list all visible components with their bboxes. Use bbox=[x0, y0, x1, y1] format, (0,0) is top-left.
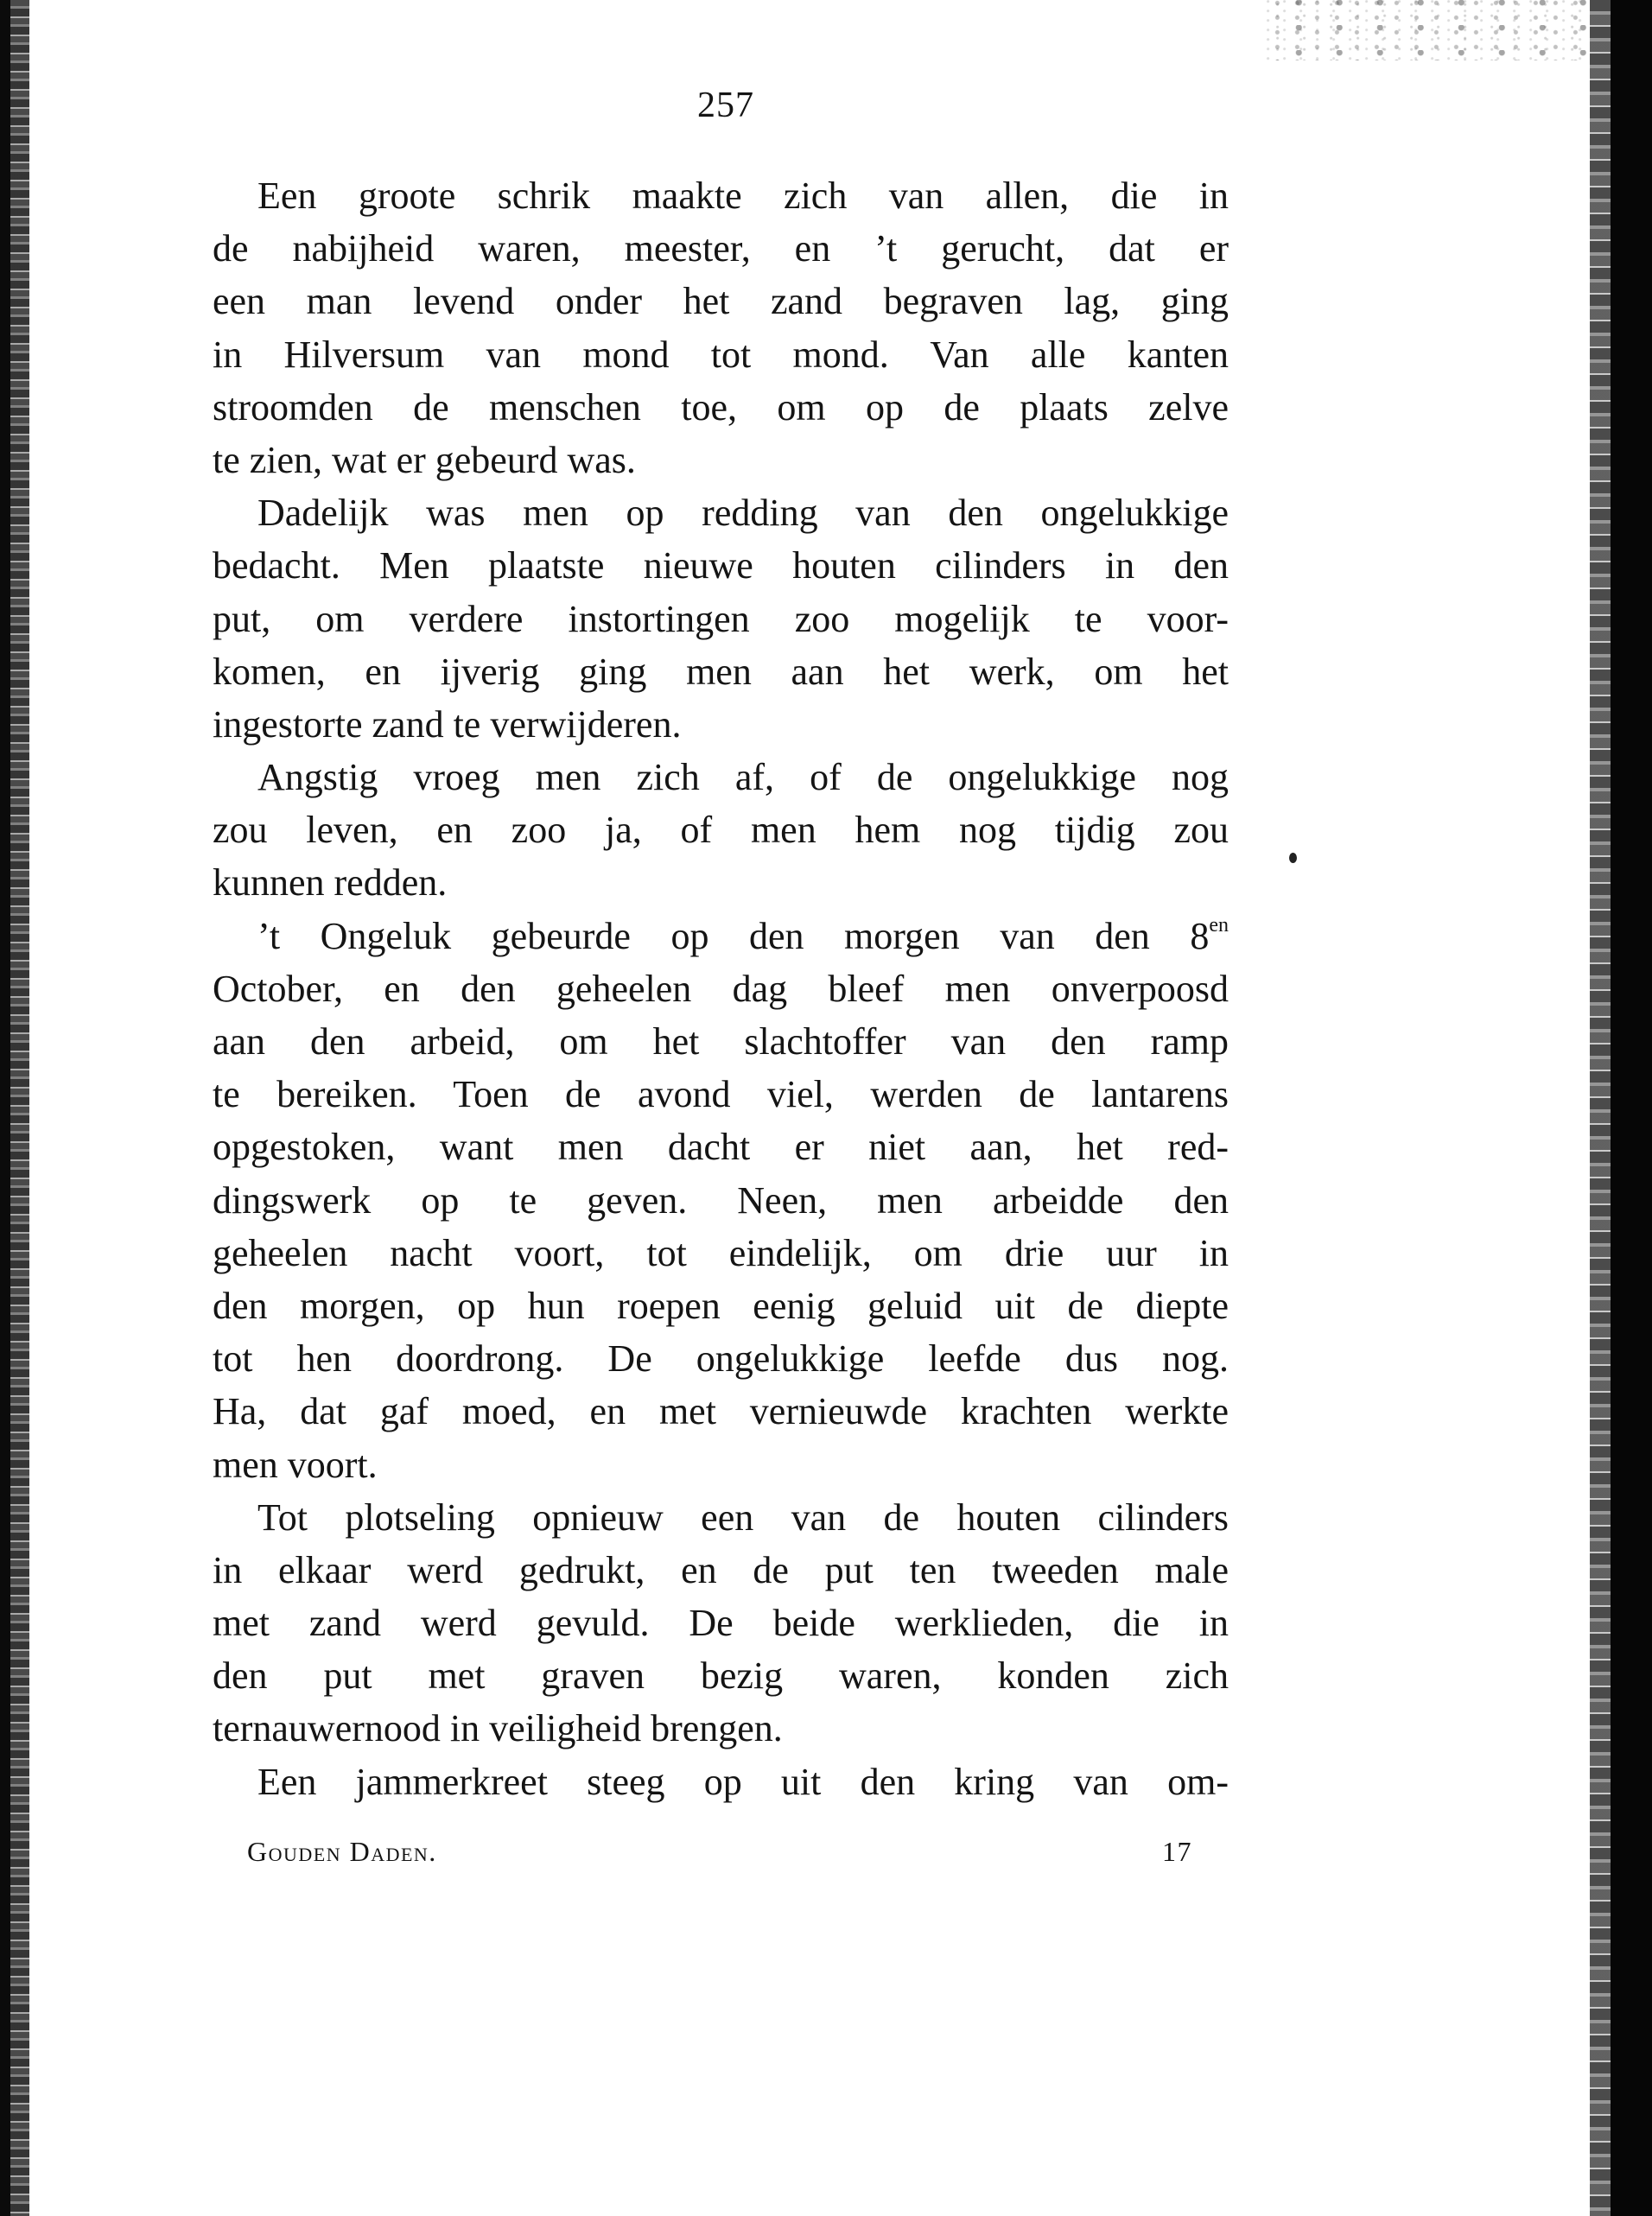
text-line-content: zou leven, en zoo ja, of men hem nog tijdig zou bbox=[213, 809, 1229, 852]
text-line bbox=[213, 1227, 1229, 1279]
text-line bbox=[213, 1385, 1229, 1438]
text-line-content: ingestorte zand te verwijderen. bbox=[213, 702, 682, 746]
text-line bbox=[213, 1756, 1229, 1808]
text-line-content: opgestoken, want men dacht er niet aan, het red- bbox=[213, 1126, 1229, 1169]
text-line bbox=[213, 1332, 1229, 1385]
text-line bbox=[213, 486, 1229, 539]
text-line-content: in elkaar werd gedrukt, en de put ten tweeden male bbox=[213, 1548, 1229, 1591]
text-line-content: te bereiken. Toen de avond viel, werden de lantarens bbox=[213, 1073, 1229, 1116]
text-line-content: Een jammerkreet steeg op uit den kring van om- bbox=[257, 1760, 1229, 1803]
body-text bbox=[213, 169, 1229, 1808]
text-line bbox=[213, 1279, 1229, 1332]
text-line bbox=[213, 275, 1229, 327]
text-line bbox=[213, 1015, 1229, 1068]
text-line-content: men voort. bbox=[213, 1443, 378, 1486]
scan-right-edge bbox=[1611, 0, 1652, 2216]
text-line-content: een man levend onder het zand begraven lag, ging bbox=[213, 280, 1229, 323]
text-line-content: komen, en ijverig ging men aan het werk, om het bbox=[213, 650, 1229, 693]
text-line bbox=[213, 593, 1229, 645]
text-line-content: te zien, wat er gebeurd was. bbox=[213, 438, 636, 481]
text-line bbox=[213, 1702, 1229, 1755]
text-line bbox=[213, 328, 1229, 381]
text-line-content: den put met graven bezig waren, konden zich bbox=[213, 1654, 1229, 1698]
superscript: en bbox=[1209, 913, 1229, 937]
text-line-content: Dadelijk was men op redding van den ongelukkige bbox=[257, 492, 1229, 535]
text-line bbox=[213, 698, 1229, 751]
text-line bbox=[213, 434, 1229, 486]
text-line-content: October, en den geheelen dag bleef men onverpoosd bbox=[213, 967, 1229, 1010]
scan-left-shadow bbox=[0, 0, 10, 2216]
text-line-content: geheelen nacht voort, tot eindelijk, om drie uur in bbox=[213, 1231, 1229, 1274]
text-line-content: dingswerk op te geven. Neen, men arbeidde den bbox=[213, 1178, 1229, 1222]
page-number: 257 bbox=[697, 86, 754, 125]
text-line-content: put, om verdere instortingen zoo mogelijk te voor- bbox=[213, 597, 1229, 640]
text-line bbox=[213, 1121, 1229, 1173]
text-line-content: Tot plotseling opnieuw een van de houten cilinders bbox=[257, 1495, 1229, 1539]
scan-speckle bbox=[1261, 0, 1590, 60]
text-line-content: ternauwernood in veiligheid brengen. bbox=[213, 1707, 783, 1750]
text-line-content: stroomden de menschen toe, om op de plaats zelve bbox=[213, 385, 1229, 429]
text-line-content: kunnen redden. bbox=[213, 861, 448, 905]
signature-title: Gouden Daden. bbox=[247, 1836, 437, 1867]
margin-ink-dot bbox=[1289, 853, 1297, 863]
text-line-content: in Hilversum van mond tot mond. Van alle kanten bbox=[213, 333, 1229, 376]
text-line-content: Ha, dat gaf moed, en met vernieuwde krachten werkte bbox=[213, 1390, 1229, 1433]
text-line bbox=[213, 1544, 1229, 1597]
text-line-content: den morgen, op hun roepen eenig geluid uit de diepte bbox=[213, 1284, 1229, 1327]
scan-right-shadow bbox=[1590, 0, 1611, 2216]
text-line-content: ’t Ongeluk gebeurde op den morgen van den 8 bbox=[257, 914, 1210, 957]
text-line bbox=[213, 1068, 1229, 1121]
text-line bbox=[213, 1597, 1229, 1649]
page-footer bbox=[247, 1836, 1192, 1879]
text-line-content: de nabijheid waren, meester, en ’t gerucht, dat er bbox=[213, 227, 1229, 270]
text-line bbox=[213, 751, 1229, 803]
text-line bbox=[213, 803, 1229, 856]
text-line bbox=[213, 962, 1229, 1015]
text-line-content: Angstig vroeg men zich af, of de ongelukkige nog bbox=[257, 756, 1229, 799]
text-line bbox=[213, 169, 1229, 222]
text-line bbox=[213, 1438, 1229, 1491]
text-line bbox=[213, 539, 1229, 592]
signature-number: 17 bbox=[1162, 1836, 1192, 1867]
text-line bbox=[213, 222, 1229, 275]
text-line bbox=[213, 910, 1229, 962]
text-line-content: tot hen doordrong. De ongelukkige leefde dus nog. bbox=[213, 1337, 1229, 1381]
text-line bbox=[213, 856, 1229, 909]
text-line bbox=[213, 1649, 1229, 1702]
text-line bbox=[213, 1174, 1229, 1227]
text-line-content: aan den arbeid, om het slachtoffer van den ramp bbox=[213, 1020, 1229, 1063]
text-line-content: Een groote schrik maakte zich van allen, die in bbox=[257, 175, 1229, 217]
text-line-content: bedacht. Men plaatste nieuwe houten cilinders in den bbox=[213, 544, 1229, 587]
text-line bbox=[213, 1491, 1229, 1544]
text-line-content: met zand werd gevuld. De beide werklieden, die in bbox=[213, 1602, 1229, 1645]
text-line bbox=[213, 645, 1229, 698]
text-line bbox=[213, 381, 1229, 434]
